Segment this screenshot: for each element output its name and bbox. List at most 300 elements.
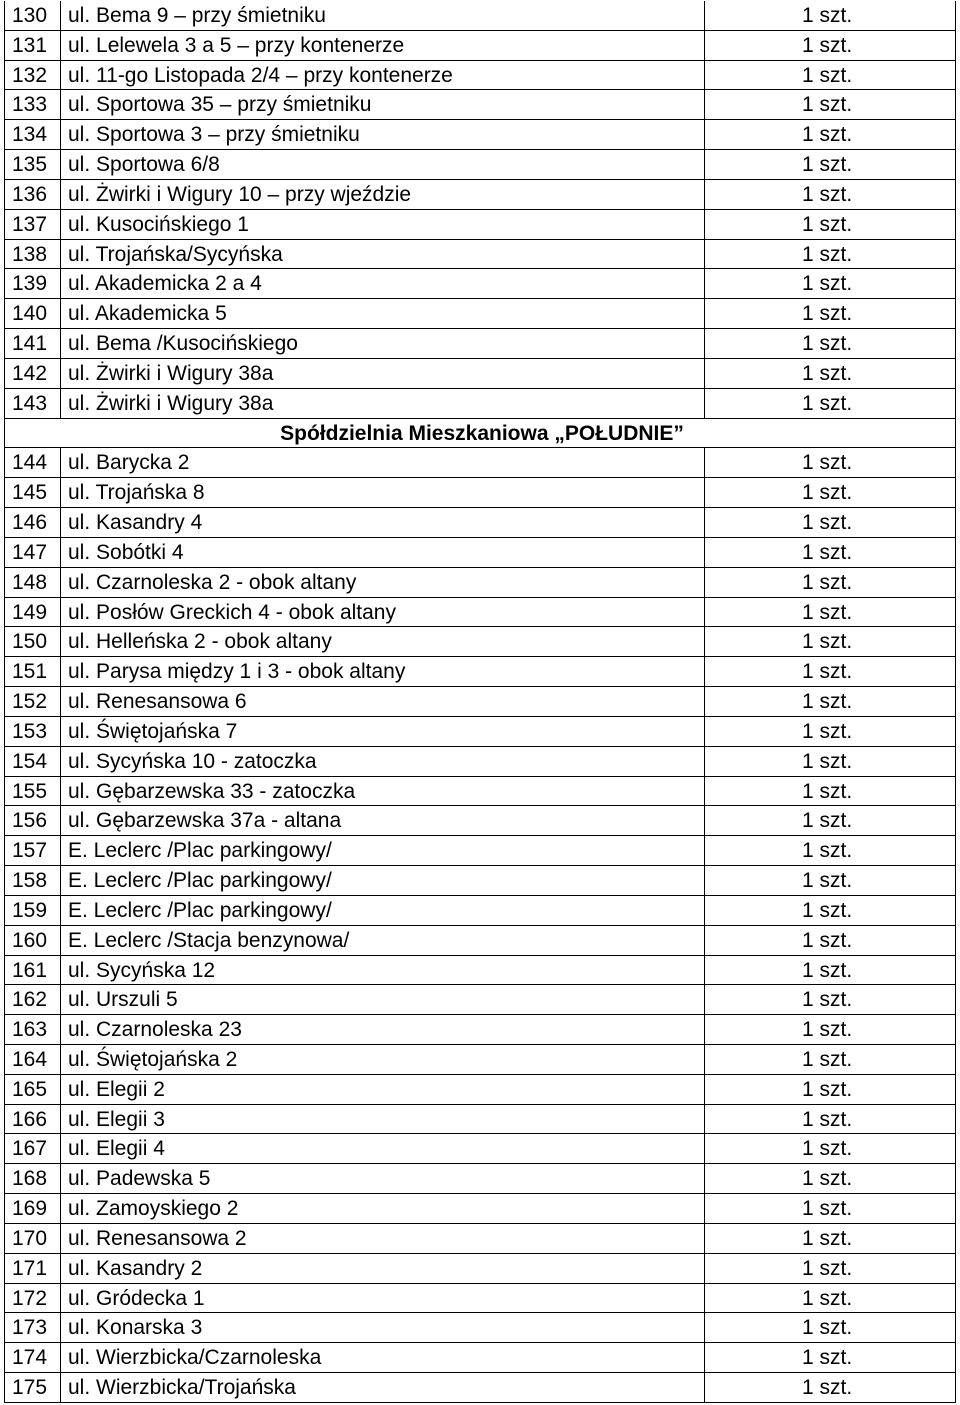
- column-divider: [60, 1134, 61, 1163]
- table-row: [4, 896, 956, 926]
- row-quantity: 1 szt.: [802, 600, 853, 624]
- column-divider: [955, 926, 956, 955]
- row-number: 141: [12, 332, 48, 356]
- row-number: 175: [12, 1376, 48, 1400]
- column-divider: [60, 598, 61, 627]
- row-address: ul. Czarnoleska 23: [68, 1018, 242, 1042]
- table-row: [4, 1045, 956, 1075]
- column-divider: [4, 747, 5, 776]
- column-divider: [704, 1134, 705, 1163]
- row-quantity: 1 szt.: [802, 1256, 853, 1280]
- column-divider: [4, 329, 5, 358]
- row-address: ul. Sportowa 3 – przy śmietniku: [68, 123, 360, 147]
- row-address: ul. 11-go Listopada 2/4 – przy kontenerze: [68, 63, 453, 87]
- table-row: [4, 926, 956, 956]
- column-divider: [955, 210, 956, 239]
- column-divider: [60, 747, 61, 776]
- row-address: ul. Żwirki i Wigury 38a: [68, 391, 274, 415]
- row-address: ul. Świętojańska 2: [68, 1047, 238, 1071]
- row-address: ul. Zamoyskiego 2: [68, 1197, 239, 1221]
- row-address: ul. Żwirki i Wigury 38a: [68, 361, 274, 385]
- row-address: E. Leclerc /Plac parkingowy/: [68, 898, 332, 922]
- column-divider: [4, 150, 5, 179]
- table-row: [4, 90, 956, 120]
- column-divider: [955, 1, 956, 30]
- column-divider: [955, 1373, 956, 1402]
- row-address: ul. Gródecka 1: [68, 1286, 205, 1310]
- table-row: [4, 478, 956, 508]
- column-divider: [704, 329, 705, 358]
- column-divider: [4, 389, 5, 418]
- column-divider: [4, 777, 5, 806]
- column-divider: [955, 657, 956, 686]
- column-divider: [60, 389, 61, 418]
- row-quantity: 1 szt.: [802, 988, 853, 1012]
- row-quantity: 1 szt.: [802, 809, 853, 833]
- table-row: [4, 866, 956, 896]
- row-quantity: 1 szt.: [802, 690, 853, 714]
- row-number: 173: [12, 1316, 48, 1340]
- row-address: ul. Posłów Greckich 4 - obok altany: [68, 600, 396, 624]
- column-divider: [704, 717, 705, 746]
- row-address: ul. Urszuli 5: [68, 988, 178, 1012]
- row-number: 151: [12, 660, 48, 684]
- table-row: [4, 717, 956, 747]
- row-quantity: 1 szt.: [802, 391, 853, 415]
- column-divider: [4, 1045, 5, 1074]
- column-divider: [60, 1313, 61, 1342]
- column-divider: [4, 568, 5, 597]
- table-row: [4, 1224, 956, 1254]
- column-divider: [955, 1134, 956, 1163]
- column-divider: [955, 1075, 956, 1104]
- row-address: ul. Akademicka 2 a 4: [68, 272, 262, 296]
- section-title: Spółdzielnia Mieszkaniowa „POŁUDNIE”: [280, 421, 684, 445]
- row-number: 145: [12, 481, 48, 505]
- column-divider: [60, 1045, 61, 1074]
- table-row: [4, 777, 956, 807]
- column-divider: [4, 1343, 5, 1372]
- row-quantity: 1 szt.: [802, 1226, 853, 1250]
- column-divider: [704, 389, 705, 418]
- column-divider: [4, 598, 5, 627]
- row-address: ul. Gębarzewska 37a - altana: [68, 809, 342, 833]
- column-divider: [60, 1164, 61, 1193]
- row-address: ul. Wierzbicka/Trojańska: [68, 1376, 296, 1400]
- column-divider: [4, 627, 5, 656]
- row-number: 138: [12, 242, 48, 266]
- row-address: E. Leclerc /Plac parkingowy/: [68, 839, 332, 863]
- row-address: ul. Akademicka 5: [68, 302, 227, 326]
- table-row: [4, 1015, 956, 1045]
- column-divider: [4, 299, 5, 328]
- column-divider: [60, 1194, 61, 1223]
- row-quantity: 1 szt.: [802, 839, 853, 863]
- table-row: [4, 389, 956, 419]
- table-row: [4, 359, 956, 389]
- row-number: 144: [12, 451, 48, 475]
- column-divider: [4, 1224, 5, 1253]
- row-quantity: 1 szt.: [802, 1286, 853, 1310]
- column-divider: [60, 627, 61, 656]
- column-divider: [704, 985, 705, 1014]
- column-divider: [60, 1015, 61, 1044]
- table-row: [4, 1254, 956, 1284]
- column-divider: [955, 359, 956, 388]
- column-divider: [4, 836, 5, 865]
- column-divider: [704, 269, 705, 298]
- column-divider: [4, 1254, 5, 1283]
- column-divider: [4, 120, 5, 149]
- row-quantity: 1 szt.: [802, 153, 853, 177]
- column-divider: [60, 866, 61, 895]
- column-divider: [4, 1, 5, 30]
- row-address: ul. Żwirki i Wigury 10 – przy wjeździe: [68, 182, 412, 206]
- row-quantity: 1 szt.: [802, 1376, 853, 1400]
- row-number: 147: [12, 540, 48, 564]
- column-divider: [4, 866, 5, 895]
- row-quantity: 1 szt.: [802, 33, 853, 57]
- column-divider: [955, 448, 956, 477]
- column-divider: [955, 717, 956, 746]
- row-quantity: 1 szt.: [802, 540, 853, 564]
- column-divider: [955, 896, 956, 925]
- row-number: 136: [12, 182, 48, 206]
- table-row: [4, 448, 956, 478]
- column-divider: [955, 1015, 956, 1044]
- column-divider: [955, 299, 956, 328]
- column-divider: [955, 329, 956, 358]
- column-divider: [60, 508, 61, 537]
- column-divider: [955, 747, 956, 776]
- row-address: ul. Renesansowa 2: [68, 1226, 247, 1250]
- row-address: ul. Kasandry 2: [68, 1256, 203, 1280]
- row-address: ul. Sycyńska 12: [68, 958, 216, 982]
- row-address: ul. Kasandry 4: [68, 511, 203, 535]
- row-quantity: 1 szt.: [802, 4, 853, 27]
- column-divider: [704, 568, 705, 597]
- table-row: [4, 836, 956, 866]
- row-address: ul. Sportowa 6/8: [68, 153, 220, 177]
- column-divider: [704, 806, 705, 835]
- column-divider: [955, 687, 956, 716]
- table-row: [4, 240, 956, 270]
- table-row: [4, 61, 956, 91]
- column-divider: [60, 299, 61, 328]
- row-quantity: 1 szt.: [802, 958, 853, 982]
- column-divider: [704, 359, 705, 388]
- column-divider: [4, 985, 5, 1014]
- table-row: [4, 1105, 956, 1135]
- table-row: [4, 1284, 956, 1314]
- row-number: 161: [12, 958, 48, 982]
- row-number: 134: [12, 123, 48, 147]
- column-divider: [4, 359, 5, 388]
- table-row: [4, 120, 956, 150]
- column-divider: [4, 538, 5, 567]
- row-quantity: 1 szt.: [802, 1346, 853, 1370]
- row-quantity: 1 szt.: [802, 630, 853, 654]
- column-divider: [955, 269, 956, 298]
- column-divider: [704, 448, 705, 477]
- row-number: 130: [12, 4, 48, 27]
- row-address: ul. Konarska 3: [68, 1316, 203, 1340]
- column-divider: [955, 538, 956, 567]
- column-divider: [704, 538, 705, 567]
- row-number: 162: [12, 988, 48, 1012]
- row-quantity: 1 szt.: [802, 779, 853, 803]
- column-divider: [704, 627, 705, 656]
- table-row: [4, 747, 956, 777]
- column-divider: [60, 657, 61, 686]
- column-divider: [60, 1224, 61, 1253]
- row-quantity: 1 szt.: [802, 660, 853, 684]
- column-divider: [60, 568, 61, 597]
- row-number: 156: [12, 809, 48, 833]
- column-divider: [955, 1284, 956, 1313]
- row-address: ul. Elegii 4: [68, 1137, 165, 1161]
- column-divider: [60, 836, 61, 865]
- table-row: [4, 627, 956, 657]
- table-row: [4, 269, 956, 299]
- column-divider: [60, 806, 61, 835]
- column-divider: [704, 1075, 705, 1104]
- row-address: E. Leclerc /Plac parkingowy/: [68, 869, 332, 893]
- column-divider: [4, 1164, 5, 1193]
- column-divider: [955, 508, 956, 537]
- row-number: 152: [12, 690, 48, 714]
- column-divider: [955, 1224, 956, 1253]
- column-divider: [60, 1343, 61, 1372]
- column-divider: [704, 1045, 705, 1074]
- column-divider: [60, 180, 61, 209]
- table-row: [4, 329, 956, 359]
- row-number: 165: [12, 1077, 48, 1101]
- row-quantity: 1 szt.: [802, 272, 853, 296]
- row-number: 169: [12, 1197, 48, 1221]
- column-divider: [60, 31, 61, 60]
- column-divider: [60, 1373, 61, 1402]
- row-number: 160: [12, 928, 48, 952]
- row-address: ul. Kusocińskiego 1: [68, 212, 249, 236]
- column-divider: [60, 1105, 61, 1134]
- column-divider: [60, 61, 61, 90]
- row-address: ul. Świętojańska 7: [68, 719, 238, 743]
- table-row: [4, 150, 956, 180]
- column-divider: [4, 717, 5, 746]
- column-divider: [704, 747, 705, 776]
- table-row: [4, 1343, 956, 1373]
- table-row: [4, 1313, 956, 1343]
- column-divider: [4, 1134, 5, 1163]
- row-address: ul. Lelewela 3 a 5 – przy kontenerze: [68, 33, 405, 57]
- column-divider: [704, 150, 705, 179]
- row-number: 149: [12, 600, 48, 624]
- row-number: 155: [12, 779, 48, 803]
- column-divider: [704, 478, 705, 507]
- column-divider: [704, 1224, 705, 1253]
- column-divider: [704, 1313, 705, 1342]
- column-divider: [4, 1015, 5, 1044]
- column-divider: [704, 866, 705, 895]
- column-divider: [955, 627, 956, 656]
- row-address: ul. Gębarzewska 33 - zatoczka: [68, 779, 356, 803]
- column-divider: [60, 956, 61, 985]
- column-divider: [955, 90, 956, 119]
- table-body: [4, 1, 956, 1403]
- row-quantity: 1 szt.: [802, 898, 853, 922]
- row-address: ul. Sportowa 35 – przy śmietniku: [68, 93, 372, 117]
- table-row: [4, 568, 956, 598]
- column-divider: [4, 90, 5, 119]
- column-divider: [704, 508, 705, 537]
- row-address: E. Leclerc /Stacja benzynowa/: [68, 928, 350, 952]
- row-quantity: 1 szt.: [802, 1047, 853, 1071]
- section-header-row: [4, 419, 956, 449]
- column-divider: [60, 210, 61, 239]
- row-number: 133: [12, 93, 48, 117]
- column-divider: [4, 806, 5, 835]
- column-divider: [60, 777, 61, 806]
- table-row: [4, 1373, 956, 1403]
- row-number: 148: [12, 570, 48, 594]
- column-divider: [955, 120, 956, 149]
- table-row: [4, 1, 956, 31]
- row-address: ul. Bema /Kusocińskiego: [68, 332, 298, 356]
- row-number: 143: [12, 391, 48, 415]
- row-address: ul. Helleńska 2 - obok altany: [68, 630, 332, 654]
- column-divider: [60, 687, 61, 716]
- row-quantity: 1 szt.: [802, 242, 853, 266]
- row-number: 139: [12, 272, 48, 296]
- row-quantity: 1 szt.: [802, 63, 853, 87]
- column-divider: [704, 210, 705, 239]
- column-divider: [704, 1194, 705, 1223]
- row-quantity: 1 szt.: [802, 1197, 853, 1221]
- column-divider: [4, 61, 5, 90]
- column-divider: [60, 269, 61, 298]
- column-divider: [60, 240, 61, 269]
- column-divider: [60, 90, 61, 119]
- column-divider: [4, 478, 5, 507]
- table-row: [4, 508, 956, 538]
- row-quantity: 1 szt.: [802, 1077, 853, 1101]
- table-row: [4, 1194, 956, 1224]
- column-divider: [4, 448, 5, 477]
- column-divider: [704, 1254, 705, 1283]
- row-number: 174: [12, 1346, 48, 1370]
- column-divider: [4, 956, 5, 985]
- column-divider: [955, 806, 956, 835]
- column-divider: [955, 1313, 956, 1342]
- table-row: [4, 1134, 956, 1164]
- row-address: ul. Renesansowa 6: [68, 690, 247, 714]
- column-divider: [704, 90, 705, 119]
- column-divider: [4, 687, 5, 716]
- row-address: ul. Bema 9 – przy śmietniku: [68, 4, 326, 27]
- row-quantity: 1 szt.: [802, 869, 853, 893]
- row-quantity: 1 szt.: [802, 123, 853, 147]
- column-divider: [4, 31, 5, 60]
- row-quantity: 1 szt.: [802, 1167, 853, 1191]
- column-divider: [60, 1075, 61, 1104]
- column-divider: [955, 1254, 956, 1283]
- column-divider: [704, 1015, 705, 1044]
- column-divider: [60, 120, 61, 149]
- column-divider: [4, 180, 5, 209]
- table-row: [4, 598, 956, 628]
- row-number: 137: [12, 212, 48, 236]
- row-number: 131: [12, 33, 48, 57]
- column-divider: [4, 508, 5, 537]
- column-divider: [4, 657, 5, 686]
- column-divider: [955, 777, 956, 806]
- column-divider: [955, 866, 956, 895]
- row-quantity: 1 szt.: [802, 1137, 853, 1161]
- row-quantity: 1 szt.: [802, 1018, 853, 1042]
- locations-table: [4, 1, 956, 1403]
- column-divider: [955, 389, 956, 418]
- column-divider: [4, 1075, 5, 1104]
- column-divider: [704, 956, 705, 985]
- column-divider: [955, 180, 956, 209]
- column-divider: [955, 1194, 956, 1223]
- row-address: ul. Czarnoleska 2 - obok altany: [68, 570, 357, 594]
- column-divider: [60, 896, 61, 925]
- column-divider: [704, 1284, 705, 1313]
- row-number: 157: [12, 839, 48, 863]
- row-number: 164: [12, 1047, 48, 1071]
- row-address: ul. Padewska 5: [68, 1167, 211, 1191]
- column-divider: [4, 1284, 5, 1313]
- row-address: ul. Barycka 2: [68, 451, 190, 475]
- column-divider: [60, 359, 61, 388]
- row-address: ul. Wierzbicka/Czarnoleska: [68, 1346, 322, 1370]
- column-divider: [60, 448, 61, 477]
- column-divider: [955, 31, 956, 60]
- column-divider: [4, 1194, 5, 1223]
- column-divider: [704, 1164, 705, 1193]
- column-divider: [4, 419, 5, 448]
- column-divider: [704, 598, 705, 627]
- column-divider: [955, 150, 956, 179]
- row-address: ul. Trojańska/Sycyńska: [68, 242, 283, 266]
- table-row: [4, 31, 956, 61]
- column-divider: [955, 240, 956, 269]
- row-number: 172: [12, 1286, 48, 1310]
- column-divider: [704, 926, 705, 955]
- row-number: 168: [12, 1167, 48, 1191]
- table-row: [4, 210, 956, 240]
- column-divider: [60, 985, 61, 1014]
- row-quantity: 1 szt.: [802, 182, 853, 206]
- row-number: 170: [12, 1226, 48, 1250]
- column-divider: [955, 1045, 956, 1074]
- column-divider: [704, 836, 705, 865]
- column-divider: [4, 1373, 5, 1402]
- column-divider: [955, 598, 956, 627]
- row-quantity: 1 szt.: [802, 749, 853, 773]
- row-number: 153: [12, 719, 48, 743]
- row-quantity: 1 szt.: [802, 93, 853, 117]
- row-quantity: 1 szt.: [802, 719, 853, 743]
- column-divider: [4, 210, 5, 239]
- column-divider: [4, 1105, 5, 1134]
- row-quantity: 1 szt.: [802, 361, 853, 385]
- row-address: ul. Parysa między 1 i 3 - obok altany: [68, 660, 406, 684]
- row-number: 132: [12, 63, 48, 87]
- column-divider: [4, 240, 5, 269]
